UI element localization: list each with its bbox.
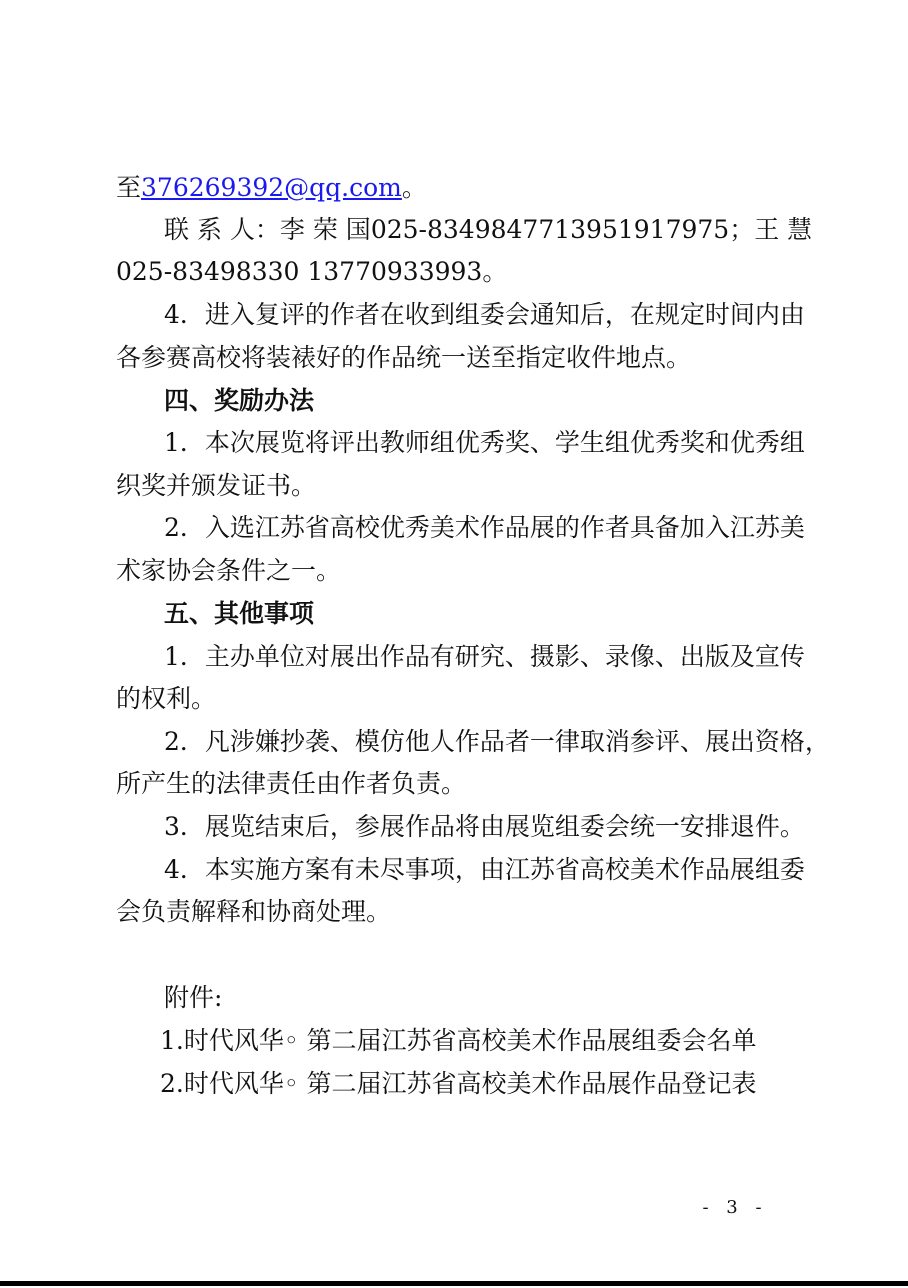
email-link[interactable]: 376269392@qq.com: [141, 173, 402, 202]
email-continuation-line: [116, 172, 796, 204]
continuation-suffix: 。: [401, 173, 427, 202]
contact-name-2: 王 慧: [754, 215, 813, 244]
section-5-p4-line-2: 会负责解释和协商处理。: [116, 897, 392, 926]
contact-label: 联 系 人：: [164, 215, 280, 244]
continuation-prefix: 至: [116, 173, 142, 202]
item-4-line-2: 各参赛高校将装裱好的作品统一送至指定收件地点。: [116, 343, 692, 372]
section-4-p1-line-2: 织奖并颁发证书。: [116, 471, 317, 500]
section-5-p3-line-1: 3．展览结束后，参展作品将由展览组委会统一安排退件。: [164, 812, 805, 841]
item-4-line-1: 4．进入复评的作者在收到组委会通知后，在规定时间内由: [164, 300, 805, 329]
contact-line: [164, 214, 813, 246]
section-5-p4-line-1: 4．本实施方案有未尽事项，由江苏省高校美术作品展组委: [164, 855, 805, 884]
contact-phone-1: 025-83498477: [370, 215, 555, 244]
page-number: - 3 -: [702, 1197, 768, 1218]
contact-mobile-1: 13951917975；: [554, 215, 755, 244]
attachments-label: 附件:: [164, 983, 223, 1012]
attachment-item-1: 1.时代风华◦ 第二届江苏省高校美术作品展组委会名单: [160, 1026, 757, 1055]
section-4-p1-line-1: 1．本次展览将评出教师组优秀奖、学生组优秀奖和优秀组: [164, 428, 805, 457]
section-5-heading: 五、其他事项: [164, 599, 315, 628]
contact-name-1: 李 荣 国: [279, 215, 371, 244]
section-5-p2-line-1: 2．凡涉嫌抄袭、模仿他人作品者一律取消参评、展出资格，: [164, 727, 830, 756]
section-4-p2-line-1: 2．入选江苏省高校优秀美术作品展的作者具备加入江苏美: [164, 513, 805, 542]
attachment-item-2: 2.时代风华◦ 第二届江苏省高校美术作品展作品登记表: [160, 1069, 757, 1098]
section-5-p1-line-2: 的权利。: [116, 684, 217, 713]
section-4-p2-line-2: 术家协会条件之一。: [116, 556, 342, 585]
section-5-p1-line-1: 1．主办单位对展出作品有研究、摄影、录像、出版及宣传: [164, 642, 805, 671]
page-bottom-rule: [0, 1281, 908, 1286]
section-4-heading: 四、奖励办法: [164, 386, 315, 415]
contact-line-2: 025-83498330 13770933993。: [116, 257, 508, 286]
section-5-p2-line-2: 所产生的法律责任由作者负责。: [116, 769, 467, 798]
